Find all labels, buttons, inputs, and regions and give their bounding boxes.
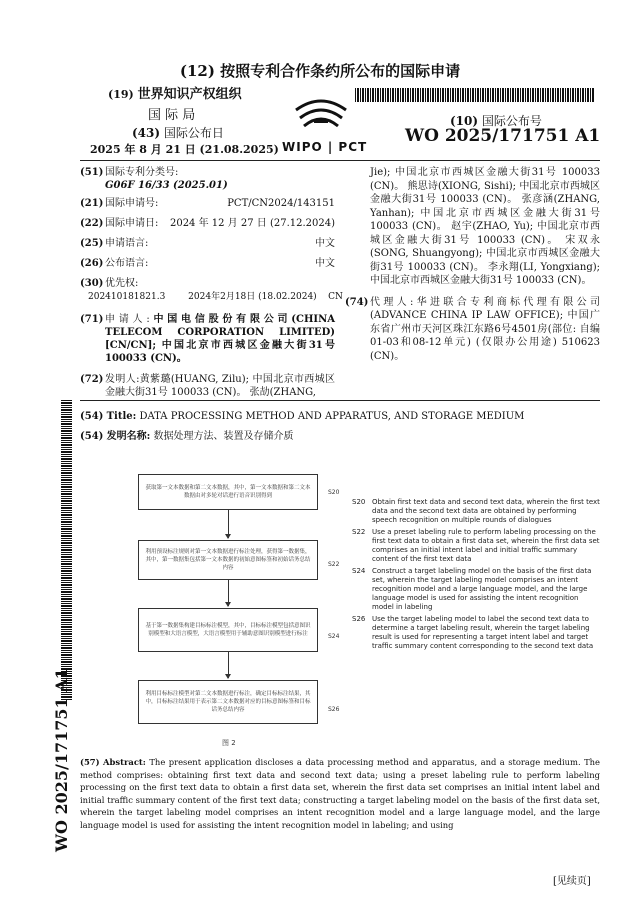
- pub-no-value: WO 2025/171751 A1: [405, 126, 601, 146]
- field-label: 申请人:: [105, 314, 150, 325]
- flow-box-s20: 获取第一文本数据和第二文本数据，其中，第一文本数据和第二文本数据由对多轮对话进行语音识别得到: [138, 474, 318, 510]
- title-zh-label: 发明名称:: [106, 431, 151, 442]
- pub-date-block: [132, 124, 224, 141]
- field-label: 国际申请号:: [105, 198, 159, 209]
- pub-date-value: 2025 年 8 月 21 日 (21.08.2025): [90, 143, 279, 156]
- title-en-code: (54): [80, 411, 104, 422]
- flow-box-s26: 利用目标标注模型对第二文本数据进行标注，确定目标标注结果，其中，目标标注结果用于表示第二文本数据对应的目标意图标签和目标话务总结内容: [138, 680, 318, 724]
- field-label: 发明人:: [105, 374, 140, 385]
- org-line2: 国 际 局: [148, 108, 196, 123]
- biblio-right: [345, 166, 600, 363]
- pub-date-label: 国际公布日: [163, 126, 224, 140]
- legend-text: Construct a target labeling model on the basis of the first data set, wherein the target labeling model comprises an intent recognition model and a large language model, and the large language model is used for assisting the intent recognition model in labeling: [372, 567, 592, 611]
- biblio-74: [345, 296, 600, 364]
- legend-code: S26: [352, 615, 366, 623]
- title-en: [80, 410, 600, 423]
- title-zh-code: (54): [80, 431, 104, 442]
- field-label: 优先权:: [105, 278, 139, 289]
- field-value: 中文: [315, 258, 335, 269]
- field-code: (71): [80, 314, 104, 325]
- biblio-71: [80, 313, 335, 365]
- pub-no-code: (10): [450, 114, 479, 128]
- legend-code: S24: [352, 567, 366, 575]
- legend-s20: [352, 498, 602, 525]
- pub-no-label: 国际公布号: [481, 114, 542, 128]
- biblio-30: [80, 277, 343, 307]
- field-value: 2024 年 12 月 27 日 (27.12.2024): [169, 218, 335, 229]
- wipo-emblem-icon: [276, 90, 366, 140]
- document-title: (12) 按照专利合作条约所公布的国际申请: [179, 62, 461, 80]
- abstract-label: Abstract:: [103, 757, 146, 767]
- side-pub-number: WO 2025/171751 A1: [52, 668, 71, 852]
- continued-note: [见续页]: [553, 876, 591, 887]
- flow-step-s24: S24: [328, 633, 340, 640]
- flow-arrow: [228, 580, 229, 606]
- biblio-left: [80, 166, 343, 399]
- legend-code: S20: [352, 498, 366, 506]
- biblio-51: [80, 166, 335, 193]
- field-code: (21): [80, 198, 104, 209]
- wipo-logo: [276, 90, 366, 140]
- org-block: [108, 88, 242, 101]
- flow-box-s24: 基于第一数据集构建目标标注模型，其中，目标标注模型包括意图识别模型和大语言模型，大语言模型用于辅助意图识别模型进行标注: [138, 608, 318, 652]
- legend-code: S22: [352, 528, 366, 536]
- field-label: 公布语言:: [105, 258, 149, 269]
- top-barcode: [355, 88, 595, 102]
- field-code: (26): [80, 258, 104, 269]
- abstract: [80, 756, 600, 831]
- title-en-label: Title:: [106, 411, 137, 422]
- biblio-22: [80, 217, 335, 237]
- pub-date-code: (43): [132, 126, 161, 140]
- field-value: PCT/CN2024/143151: [227, 198, 335, 209]
- field-code: (51): [80, 167, 104, 178]
- flow-step-s26: S26: [328, 706, 340, 713]
- biblio-72: [80, 373, 335, 399]
- wipo-logo-text: WIPO | PCT: [282, 140, 368, 154]
- field-value: 202410181821.3 2024年2月18日 (18.02.2024) CN: [88, 292, 343, 302]
- field-value: 中国电信股份有限公司(CHINA TELECOM CORPORATION LIMITED) [CN/CN]; 中国北京市西城区金融大街31号 100033 (CN)。: [105, 314, 336, 364]
- biblio-25: [80, 237, 335, 257]
- abstract-text: The present application discloses a data processing method and apparatus, and a storage medium. The method comprises: obtaining first text data and second text data; using a preset labeling rule to perform labeling processing on the first text data to obtain a first data set, wherein the first data set comprises an initial intent label and initial traffic summary content of the first text data; constructing a target labeling model on the basis of the first data set, wherein the target labeling model comprises an intent recognition model and a large language model, and the large language model is used for assisting the intent recognition model in labeling; and using: [80, 757, 601, 830]
- side-barcode: [61, 400, 72, 700]
- field-value: 中文: [315, 238, 335, 249]
- field-label: 申请语言:: [105, 238, 149, 249]
- org-code: (19): [108, 88, 134, 101]
- biblio-21: [80, 197, 335, 217]
- field-label: 代理人:: [370, 296, 414, 308]
- field-code: (25): [80, 238, 104, 249]
- legend-text: Obtain first text data and second text data, wherein the first text data and the second text data are obtained by performing speech recognition on multiple rounds of dialogues: [372, 498, 600, 524]
- flow-step-s22: S22: [328, 561, 340, 568]
- biblio-26: [80, 257, 335, 277]
- field-code: (22): [80, 218, 104, 229]
- step-legend: [352, 498, 602, 651]
- title-zh-value: 数据处理方法、装置及存储介质: [153, 431, 294, 442]
- field-code: (30): [80, 278, 104, 289]
- field-value: G06F 16/33 (2025.01): [105, 180, 228, 191]
- legend-s24: [352, 567, 602, 612]
- field-code: (74): [345, 296, 369, 308]
- inventors-continued: Jie); 中国北京市西城区金融大街31号 100033 (CN)。 熊思诗(XIONG, Sishi); 中国北京市西城区金融大街31号 100033 (CN)。 张彦涵(ZHANG, Yanhan); 中国北京市西城区金融大街31号 100033 (CN)。 赵宇(ZHAO, Yu); 中国北京市西城区金融大街31号 100033 (CN)。 宋双永(SONG, Shuangyong); 中国北京市西城区金融大街31号 100033 (CN)。 李永翔(LI, Yongxiang); 中国北京市西城区金融大街31号 100033 (CN)。: [370, 167, 600, 286]
- field-value: 黄紫璐(HUANG, Zilu); 中国北京市西城区金融大街31号 100033 (CN)。 张劼(ZHANG,: [105, 374, 335, 398]
- abstract-code: (57): [80, 757, 100, 767]
- field-label: 国际申请日:: [105, 218, 159, 229]
- legend-s22: [352, 528, 602, 564]
- title-zh: [80, 430, 600, 443]
- flow-arrow: [228, 652, 229, 678]
- header-divider: [80, 160, 600, 161]
- field-value: 华进联合专利商标代理有限公司 (ADVANCE CHINA IP LAW OFFICE); 中国广东省广州市天河区珠江东路6号4501房(部位: 自编01-03和08-12单元) (仅限办公用途) 510623 (CN)。: [370, 296, 601, 362]
- flow-arrow: [228, 510, 229, 538]
- flow-box-s22: 利用预设标注规则对第一文本数据进行标注处理，获得第一数据集，其中，第一数据集包括第一文本数据的初始意图标签和初始话务总结内容: [138, 540, 318, 580]
- title-en-value: DATA PROCESSING METHOD AND APPARATUS, AND STORAGE MEDIUM: [139, 411, 525, 422]
- org-line1: 世界知识产权组织: [137, 87, 242, 102]
- legend-text: Use the target labeling model to label the second text data to determine a target labeling result, wherein the target labeling result is used for representing a target intent label and target traffic summary content corresponding to the second text data: [372, 615, 594, 650]
- legend-s26: [352, 615, 602, 651]
- flow-step-s20: S20: [328, 489, 340, 496]
- biblio-divider: [80, 400, 600, 401]
- field-label: 国际专利分类号:: [105, 167, 179, 178]
- figure-caption: 图 2: [222, 739, 236, 747]
- legend-text: Use a preset labeling rule to perform labeling processing on the first text data to obtain a first data set, wherein the first data set comprises an initial intent label and initial traffic summary content of the first text data: [372, 528, 600, 563]
- field-code: (72): [80, 374, 104, 385]
